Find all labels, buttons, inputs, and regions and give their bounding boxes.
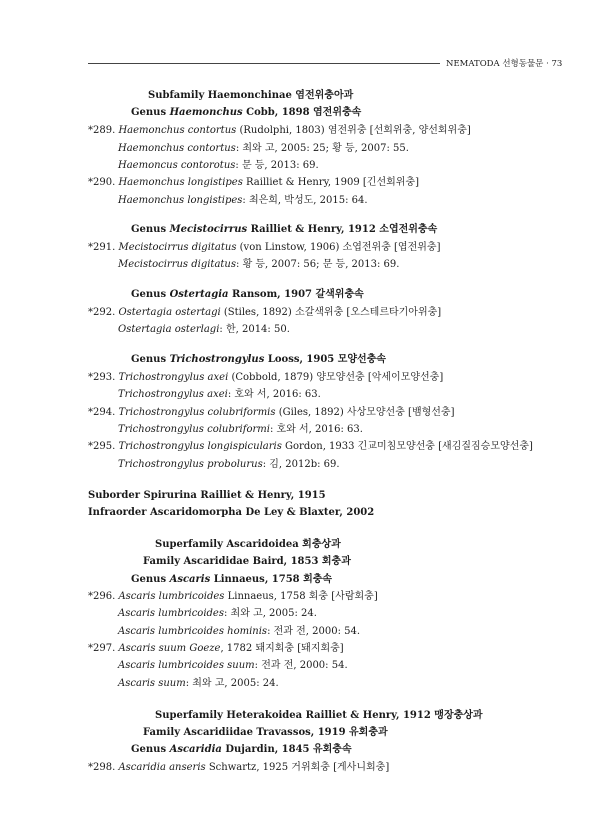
entry-text: Genus (131, 289, 170, 300)
taxon-name: Haemonchus contortus (118, 143, 236, 154)
entry-text: Gordon, 1933 긴교미침모양선충 [새김질짐승모양선충] (281, 441, 533, 452)
taxon-name: Ascaris suum (118, 678, 186, 689)
entry-text: *289. (88, 125, 119, 136)
taxon-name: Trichostrongylus axei (118, 389, 228, 400)
taxon-name: Mecistocirrus digitatus (118, 259, 237, 270)
taxon-name: Ascaris (169, 574, 211, 585)
entry-text: Genus (131, 574, 170, 585)
species-entry (88, 307, 441, 319)
synonym-entry (118, 195, 368, 207)
entry-text: (Rudolphi, 1803) 염전위충 [선회위충, 양선회위충] (236, 125, 471, 136)
taxon-name: Ascaridia (169, 744, 222, 755)
entry-text: Genus (131, 744, 170, 755)
entry-text: *292. (88, 307, 119, 318)
superfamily-heading (155, 539, 341, 551)
species-entry (88, 643, 344, 655)
species-entry (88, 125, 471, 137)
entry-text: Cobb, 1898 염전위충속 (242, 107, 362, 118)
entry-text: : 전과 전, 2000: 54. (267, 626, 361, 637)
family-heading (143, 727, 388, 739)
entry-text: : 한, 2014: 50. (219, 324, 290, 335)
entry-text: Genus (131, 224, 170, 235)
species-entry (88, 242, 440, 254)
entry-text: Schwartz, 1925 거위회충 [게사니회충] (205, 762, 390, 773)
header-rule (88, 63, 440, 64)
taxon-name: Mecistocirrus (169, 224, 248, 235)
entry-text: *295. (88, 441, 119, 452)
taxon-name: Ascaris lumbricoides (118, 591, 225, 602)
synonym-entry (118, 608, 317, 620)
entry-text: Infraorder Ascaridomorpha De Ley & Blaxter, 2002 (88, 507, 375, 518)
entry-text: : 호와 서, 2016: 63. (269, 424, 363, 435)
superfamily-heading (155, 710, 483, 722)
entry-text: : 최와 고, 2005: 24. (185, 678, 279, 689)
entry-text: Family Ascaridiidae Travassos, 1919 유회충과 (143, 727, 388, 738)
entry-text: *293. (88, 372, 119, 383)
synonym-entry (118, 626, 360, 638)
synonym-entry (118, 160, 319, 172)
family-heading (143, 556, 351, 568)
entry-text: Subfamily Haemonchinae 염전위충아과 (148, 90, 354, 101)
taxon-name: Trichostrongylus (169, 354, 265, 365)
entry-text: Looss, 1905 모양선충속 (264, 354, 387, 365)
entry-text: *296. (88, 591, 119, 602)
entry-text: Linnaeus, 1758 회충속 (210, 574, 333, 585)
entry-text: (von Linstow, 1906) 소엽전위충 [엽전위충] (236, 242, 441, 253)
taxon-name: Ostertagia (169, 289, 229, 300)
entry-text: Superfamily Heterakoidea Railliet & Henry, 1912 맹장충상과 (155, 710, 483, 721)
entry-text: Superfamily Ascaridoidea 회충상과 (155, 539, 341, 550)
entry-text: (Cobbold, 1879) 양모양선충 [악세이모양선충] (228, 372, 444, 383)
synonym-entry (118, 259, 399, 271)
entry-text: Suborder Spirurina Railliet & Henry, 1915 (88, 490, 326, 501)
synonym-entry (118, 324, 290, 336)
running-header: NEMATODA 선형동물문 · 73 (446, 59, 563, 69)
taxon-name: Haemonchus contortus (118, 125, 237, 136)
genus-heading (131, 224, 437, 236)
entry-text: *294. (88, 407, 119, 418)
species-entry (88, 372, 443, 384)
genus-heading (131, 354, 386, 366)
entry-text: : 김, 2012b: 69. (262, 459, 340, 470)
taxon-name: Ostertagia osterlagi (118, 324, 220, 335)
taxon-name: Ascaris lumbricoides hominis (118, 626, 268, 637)
entry-text: *290. (88, 177, 119, 188)
synonym-entry (118, 143, 409, 155)
taxon-name: Trichostrongylus colubriformis (118, 407, 276, 418)
taxon-name: Ascaridia anseris (118, 762, 206, 773)
synonym-entry (118, 389, 321, 401)
entry-text: : 최와 고, 2005: 24. (223, 608, 317, 619)
synonym-entry (118, 678, 279, 690)
taxon-name: Trichostrongylus probolurus (118, 459, 263, 470)
species-entry (88, 441, 533, 453)
entry-text: : 전과 전, 2000: 54. (254, 660, 348, 671)
taxon-name: Trichostrongylus longispicularis (118, 441, 282, 452)
entry-text: (Stiles, 1892) 소갈색위충 [오스테르타기아위충] (220, 307, 442, 318)
genus-heading (131, 107, 361, 119)
synonym-entry (118, 424, 363, 436)
entry-text: Railliet & Henry, 1912 소엽전위충속 (247, 224, 438, 235)
entry-text: : 황 등, 2007: 56; 문 등, 2013: 69. (236, 259, 400, 270)
entry-text: Linnaeus, 1758 회충 [사람회충] (224, 591, 378, 602)
taxon-name: Mecistocirrus digitatus (118, 242, 237, 253)
taxon-name: Ascaris suum Goeze (118, 643, 221, 654)
entry-text: : 문 등, 2013: 69. (235, 160, 319, 171)
entry-text: : 최와 고, 2005: 25; 황 등, 2007: 55. (235, 143, 409, 154)
infraorder-heading (88, 507, 374, 519)
entry-text: *297. (88, 643, 119, 654)
synonym-entry (118, 459, 340, 471)
taxon-name: Ascaris lumbricoides suum (118, 660, 255, 671)
entry-text: : 최은희, 박성도, 2015: 64. (242, 195, 368, 206)
taxon-name: Haemonchus (169, 107, 243, 118)
suborder-heading (88, 490, 326, 502)
entry-text: *291. (88, 242, 119, 253)
species-entry (88, 407, 455, 419)
taxon-name: Ostertagia ostertagi (118, 307, 221, 318)
entry-text: Dujardin, 1845 유회충속 (221, 744, 352, 755)
taxon-name: Ascaris lumbricoides (118, 608, 224, 619)
entry-text: Genus (131, 354, 170, 365)
entry-text: , 1782 돼지회충 [돼지회충] (220, 643, 344, 654)
taxon-name: Haemonchus longistipes (118, 177, 243, 188)
genus-heading (131, 744, 352, 756)
species-entry (88, 177, 419, 189)
entry-text: *298. (88, 762, 119, 773)
entry-text: : 호와 서, 2016: 63. (227, 389, 321, 400)
subfamily-heading (148, 90, 353, 102)
taxon-name: Trichostrongylus axei (118, 372, 229, 383)
entry-text: Genus (131, 107, 170, 118)
taxon-name: Haemoncus contorotus (118, 160, 236, 171)
entry-text: Family Ascarididae Baird, 1853 회충과 (143, 556, 351, 567)
entry-text: (Giles, 1892) 사상모양선충 [뱀형선충] (275, 407, 455, 418)
entry-text: Railliet & Henry, 1909 [긴선회위충] (242, 177, 420, 188)
entry-text: Ransom, 1907 갈색위충속 (228, 289, 364, 300)
taxon-name: Haemonchus longistipes (118, 195, 243, 206)
genus-heading (131, 574, 332, 586)
species-entry (88, 762, 389, 774)
synonym-entry (118, 660, 348, 672)
species-entry (88, 591, 378, 603)
genus-heading (131, 289, 364, 301)
taxon-name: Trichostrongylus colubriformi (118, 424, 270, 435)
